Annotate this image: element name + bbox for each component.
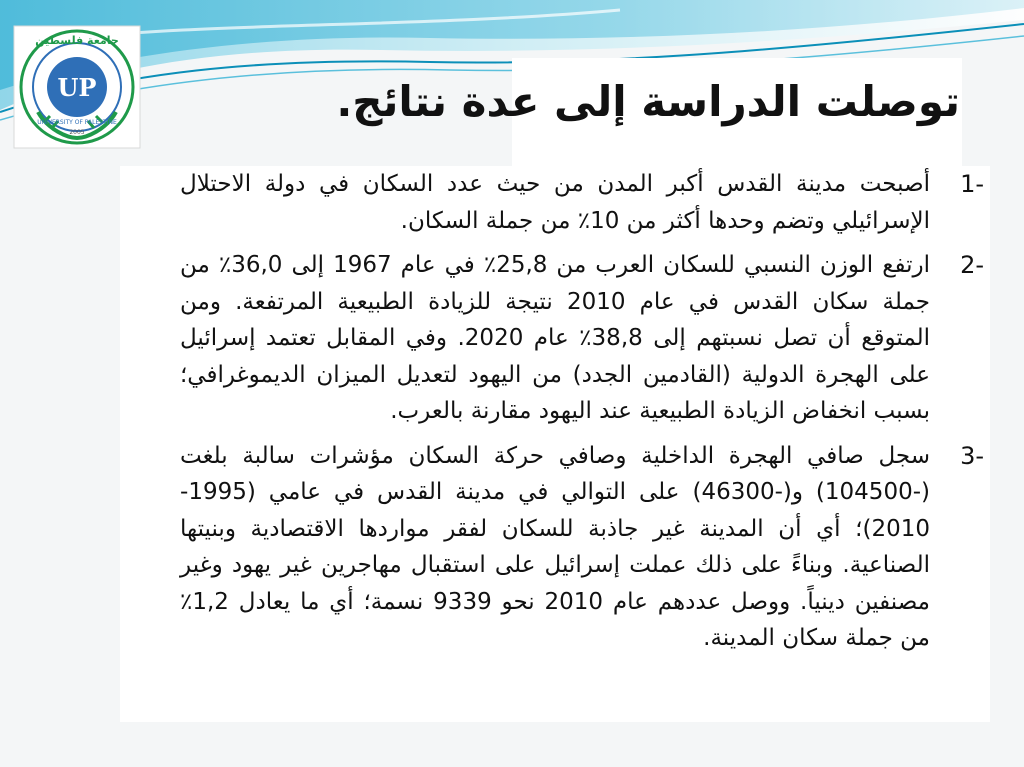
result-item-1: [120, 166, 990, 239]
result-text: أصبحت مدينة القدس أكبر المدن من حيث عدد السكان في دولة الاحتلال الإسرائيلي وتضم وحدها أكثر من 10٪ من جملة السكان.: [180, 171, 930, 234]
logo-arabic-text: جامعة فلسطين: [35, 34, 119, 47]
result-number: 1-: [960, 170, 984, 198]
result-number: 3-: [960, 441, 984, 470]
logo-monogram: UP: [57, 73, 97, 102]
result-text: سجل صافي الهجرة الداخلية وصافي حركة السكان مؤشرات سالبة بلغت (-104500) و(-46300) على التوالي في مدينة القدس في عامي (1995- 2010)؛ أي أن المدينة غير جاذبة للسكان لفقر مواردها الاقتصادية وبنيتها الصناعية. وبناءً على ذلك عملت إسرائيل على استقبال مهاجرين غير يهود وغير مصنفين دينياً. ووصل عددهم عام 2010 نحو 9339 نسمة؛ أي ما يعادل 1,2٪ من جملة سكان المدينة.: [180, 442, 931, 651]
result-item-2: [120, 247, 990, 430]
result-text: ارتفع الوزن النسبي للسكان العرب من 25,8٪ في عام 1967 إلى 36,0٪ من جملة سكان القدس في عام 2010 نتيجة للزيادة الطبيعية المرتفعة. ومن المتوقع أن تصل نسبتهم إلى 38,8٪ عام 2020. وفي المقابل تعتمد إسرائيل على الهجرة الدولية (القادمين الجدد) من اليهود لتعديل الميزان الديموغرافي؛ بسبب انخفاض الزيادة الطبيعية عند اليهود مقارنة بالعرب.: [180, 252, 931, 424]
university-logo: [8, 22, 146, 152]
results-list: [120, 166, 990, 722]
slide-title: توصلت الدراسة إلى عدة نتائج.: [336, 77, 960, 126]
result-item-3: [120, 438, 990, 657]
logo-year: 2005: [69, 129, 85, 136]
logo-english-text: UNIVERSITY OF PALESTINE: [37, 119, 117, 126]
result-number: 2-: [960, 251, 984, 279]
